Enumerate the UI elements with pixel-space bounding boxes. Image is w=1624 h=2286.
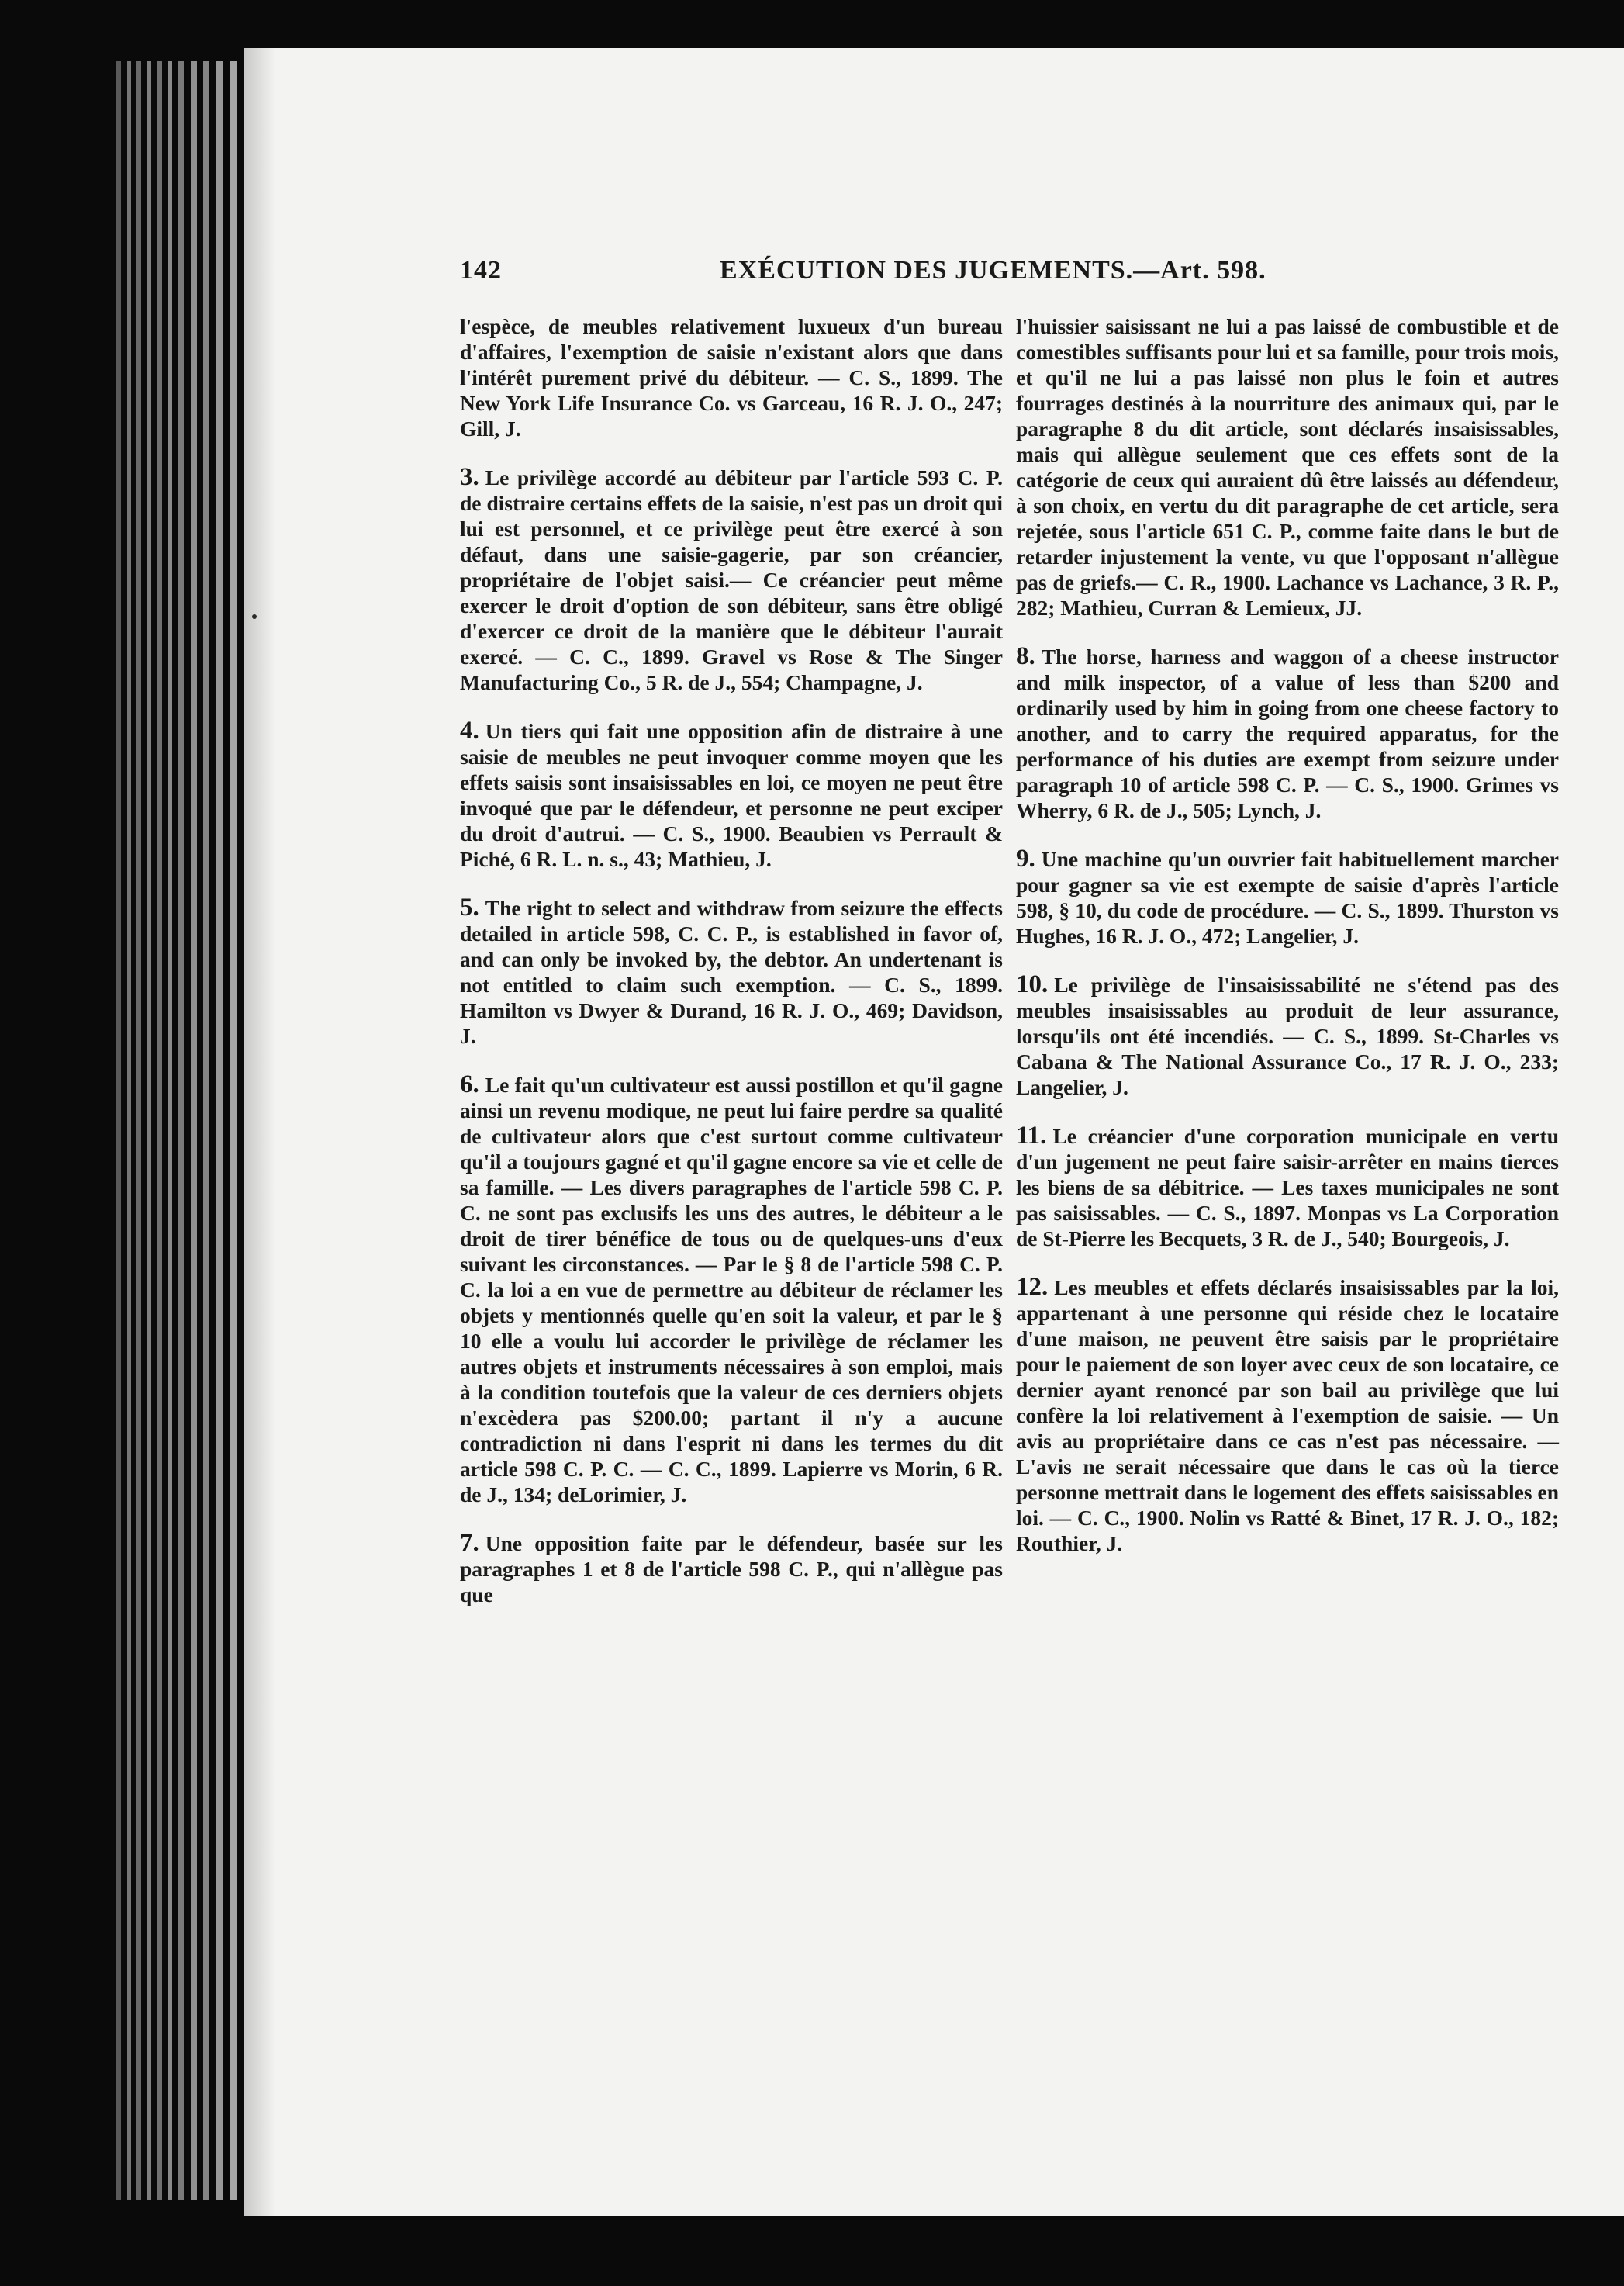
paragraph-text: Une opposition faite par le défendeur, basée sur les paragraphes 1 et 8 de l'article 598 C. P., qui n'allègue pas que (460, 1531, 1003, 1606)
case-paragraph (460, 313, 1003, 441)
right-column (1016, 313, 1559, 1579)
case-paragraph (460, 895, 1003, 1049)
paragraph-text: Les meubles et effets déclarés insaisissables par la loi, appartenant à une personne qui réside chez le locataire d'une maison, ne peuvent être saisis par le propriétaire pour le paiement de son loyer avec ceux de son locataire, ce dernier ayant renoncé par son bail au privilège que lui confère la loi relativement à l'exemption de saisie. — Un avis au propriétaire dans ce cas n'est pas nécessaire. — L'avis ne serait nécessaire que dans le cas où la tierce personne mettrait dans le logement des effets saisissables en loi. — C. C., 1900. Nolin vs Ratté & Binet, 17 R. J. O., 182; Routhier, J. (1016, 1275, 1559, 1555)
page-number: 142 (460, 256, 502, 285)
paragraph-text: Le fait qu'un cultivateur est aussi postillon et qu'il gagne ainsi un revenu modique, ne peut lui faire perdre sa qualité de cultivateur alors que c'est surtout comme cultivateur qu'il a toujours gagné et qu'il gagne encore sa vie et celle de sa famille. — Les divers paragraphes de l'article 598 C. P. C. ne sont pas exclusifs les uns des autres, le débiteur a le droit de tirer bénéfice de tous ou de quelques-uns d'eux suivant les circonstances. — Par le § 8 de l'article 598 C. P. C. la loi a en vue de permettre au débiteur de réclamer les objets y mentionnés quelle qu'en soit la valeur, et par le § 10 elle a voulu lui accorder le privilège de réclamer les autres objets et instruments nécessaires à son emploi, mais à la condition toutefois que la valeur de ces derniers objets n'excèdera pas $200.00; partant il n'y a aucune contradiction ni dans l'esprit ni dans les termes du dit article 598 C. P. C. — C. C., 1899. Lapierre vs Morin, 6 R. de J., 134; deLorimier, J. (460, 1073, 1003, 1506)
case-paragraph (1016, 644, 1559, 823)
paragraph-number: 5. (460, 894, 479, 922)
paragraph-text: l'huissier saisissant ne lui a pas laissé de combustible et de comestibles suffisants pour lui et sa famille, pour trois mois, et qu'il ne lui a pas laissé non plus le foin et autres fourrages destinés à la nourriture des animaux qui, par le paragraphe 8 du dit article, sont déclarés insaisissables, mais qui allègue seulement que ces effets sont de la catégorie de ceux qui auraient dû être laissés au défendeur, à son choix, en vertu du dit paragraphe de cet article, sera rejetée, sous l'article 651 C. P., comme faite dans le but de retarder injustement la vente, vu que l'opposant n'allègue pas de griefs.— C. R., 1900. Lachance vs Lachance, 3 R. P., 282; Mathieu, Curran & Lemieux, JJ. (1016, 314, 1559, 620)
paragraph-number: 12. (1016, 1273, 1049, 1301)
page-edges (116, 61, 264, 2200)
paragraph-text: The horse, harness and waggon of a cheese instructor and milk inspector, of a value of less than $200 and ordinarily used by him in going from one cheese factory to another, and to carry the required apparatus, for the performance of his duties are exempt from seizure under paragraph 10 of article 598 C. P. — C. S., 1900. Grimes vs Wherry, 6 R. de J., 505; Lynch, J. (1016, 645, 1559, 822)
paragraph-text: Le privilège de l'insaisissabilité ne s'étend pas des meubles insaisissables au produit de leur assurance, lorsqu'ils ont été incendiés. — C. S., 1899. St-Charles vs Cabana & The National Assurance Co., 17 R. J. O., 233; Langelier, J. (1016, 973, 1559, 1099)
paragraph-number: 11. (1016, 1122, 1047, 1150)
paragraph-number: 4. (460, 717, 479, 745)
case-paragraph (1016, 846, 1559, 949)
case-paragraph (460, 1530, 1003, 1607)
paragraph-text: Un tiers qui fait une opposition afin de distraire à une saisie de meubles ne peut invoquer comme moyen que les effets saisis sont insaisissables en loi, ce moyen ne peut être invoqué que par le défendeur, et personne ne peut exciper du droit d'autrui. — C. S., 1900. Beaubien vs Perrault & Piché, 6 R. L. n. s., 43; Mathieu, J. (460, 719, 1003, 871)
case-paragraph (460, 718, 1003, 872)
case-paragraph (1016, 313, 1559, 621)
paragraph-text: Le créancier d'une corporation municipale en vertu d'un jugement ne peut faire saisir-arrêter en mains tierces les biens de sa débitrice. — Les taxes municipales ne sont pas saisissables. — C. S., 1897. Monpas vs La Corporation de St-Pierre les Becquets, 3 R. de J., 540; Bourgeois, J. (1016, 1124, 1559, 1250)
paragraph-number: 8. (1016, 642, 1035, 670)
book-page (244, 48, 1624, 2216)
paragraph-number: 9. (1016, 845, 1035, 873)
gutter-shadow (244, 48, 275, 2216)
page-header (460, 256, 1538, 303)
paragraph-number: 10. (1016, 970, 1049, 998)
paragraph-number: 7. (460, 1529, 479, 1557)
case-paragraph (460, 465, 1003, 695)
paragraph-text: Une machine qu'un ouvrier fait habituellement marcher pour gagner sa vie est exempte de saisie d'après l'article 598, § 10, du code de procédure. — C. S., 1899. Thurston vs Hughes, 16 R. J. O., 472; Langelier, J. (1016, 847, 1559, 948)
case-paragraph (1016, 972, 1559, 1100)
paragraph-text: The right to select and withdraw from seizure the effects detailed in article 598, C. C. P., is established in favor of, and can only be invoked by, the debtor. An undertenant is not entitled to claim such exemption. — C. S., 1899. Hamilton vs Dwyer & Durand, 16 R. J. O., 469; Davidson, J. (460, 896, 1003, 1048)
scan-speck (252, 614, 257, 619)
case-paragraph (1016, 1123, 1559, 1251)
paragraph-text: l'espèce, de meubles relativement luxueux d'un bureau d'affaires, l'exemption de saisie n'existant alors que dans l'intérêt purement privé du débiteur. — C. S., 1899. The New York Life Insurance Co. vs Garceau, 16 R. J. O., 247; Gill, J. (460, 314, 1003, 441)
case-paragraph (460, 1072, 1003, 1507)
paragraph-number: 3. (460, 463, 479, 491)
case-paragraph (1016, 1274, 1559, 1556)
running-head: EXÉCUTION DES JUGEMENTS.—Art. 598. (720, 256, 1266, 285)
left-column (460, 313, 1003, 1631)
paragraph-number: 6. (460, 1070, 479, 1098)
paragraph-text: Le privilège accordé au débiteur par l'article 593 C. P. de distraire certains effets de la saisie, n'est pas un droit qui lui est personnel, et ce privilège peut être exercé à son défaut, dans une saisie-gagerie, par son créancier, propriétaire de l'objet saisi.— Ce créancier peut même exercer le droit d'option de son débiteur, sans être obligé d'exercer ce droit de la manière que le débiteur l'aurait exercé. — C. C., 1899. Gravel vs Rose & The Singer Manufacturing Co., 5 R. de J., 554; Champagne, J. (460, 465, 1003, 694)
